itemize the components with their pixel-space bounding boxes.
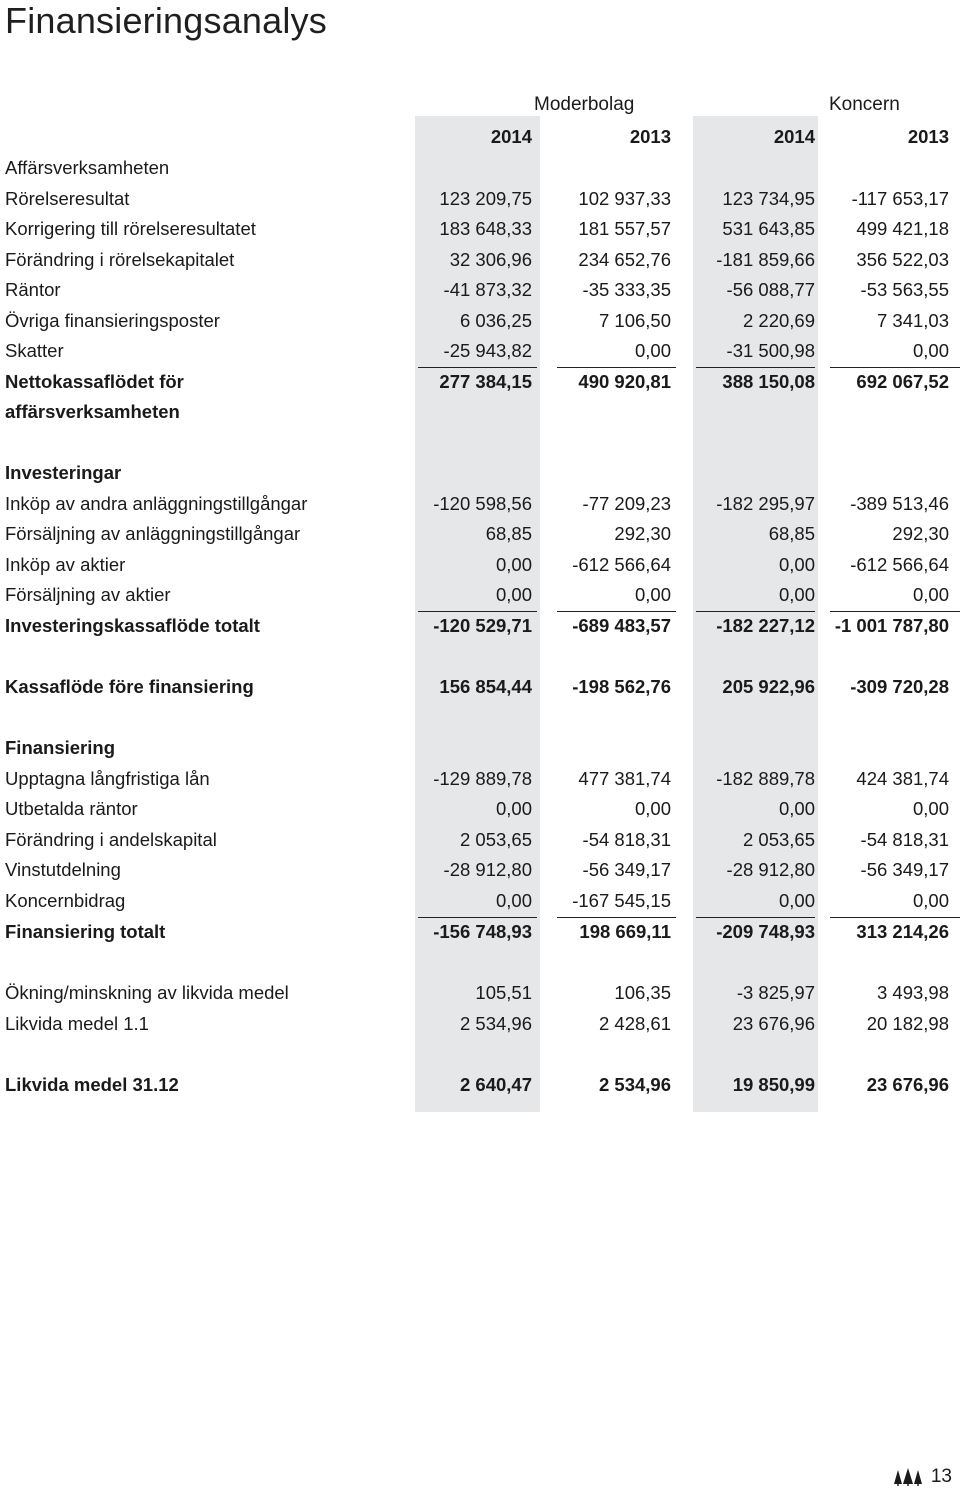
cell-value: 0,00 <box>778 890 815 911</box>
cell-value: 531 643,85 <box>722 218 815 239</box>
cell-value: -182 295,97 <box>716 493 815 514</box>
row-label: Inköp av aktier <box>5 554 126 575</box>
page-title: Finansieringsanalys <box>5 0 327 41</box>
cell-value: 2 428,61 <box>598 1013 671 1034</box>
cell-value: 123 209,75 <box>439 188 532 209</box>
cell-value: -25 943,82 <box>443 340 532 361</box>
cell-value: 0,00 <box>634 584 671 605</box>
cell-value: 0,00 <box>495 554 532 575</box>
table-row <box>0 275 960 305</box>
cell-value: -612 566,64 <box>850 554 949 575</box>
row-label: Kassaflöde före finansiering <box>5 676 254 697</box>
cell-value: 356 522,03 <box>856 249 949 270</box>
cell-value: -612 566,64 <box>572 554 671 575</box>
year-header: 2013 <box>629 126 671 147</box>
total-row <box>0 1070 960 1100</box>
total-row <box>0 611 960 641</box>
cell-value: -181 859,66 <box>716 249 815 270</box>
cell-value: -35 333,35 <box>582 279 671 300</box>
row-label: Investeringskassaflöde totalt <box>5 615 260 636</box>
page-footer <box>893 1465 952 1489</box>
cell-value: 490 920,81 <box>578 371 671 392</box>
cell-value: 477 381,74 <box>578 768 671 789</box>
table-row <box>0 550 960 580</box>
row-label: Affärsverksamheten <box>5 157 170 178</box>
total-row-continuation <box>0 397 960 427</box>
cell-value: 424 381,74 <box>856 768 949 789</box>
row-label: Nettokassaflödet för <box>5 371 184 392</box>
table-row <box>0 825 960 855</box>
cell-value: -54 818,31 <box>582 829 671 850</box>
cell-value: 183 648,33 <box>439 218 532 239</box>
cell-value: 7 106,50 <box>598 310 671 331</box>
cell-value: -56 349,17 <box>582 859 671 880</box>
section-heading-affarsverksamheten <box>0 153 960 183</box>
row-label: Utbetalda räntor <box>5 798 138 819</box>
cell-value: 32 306,96 <box>449 249 532 270</box>
cell-value: 23 676,96 <box>732 1013 815 1034</box>
cell-value: -3 825,97 <box>736 982 815 1003</box>
cell-value: -129 889,78 <box>433 768 532 789</box>
section-heading-finansiering <box>0 733 960 763</box>
cell-value: 313 214,26 <box>856 921 949 942</box>
cell-value: 181 557,57 <box>578 218 671 239</box>
year-header: 2014 <box>773 126 815 147</box>
row-label: Förändring i andelskapital <box>5 829 217 850</box>
row-label: Förändring i rörelsekapitalet <box>5 249 235 270</box>
row-label: Likvida medel 1.1 <box>5 1013 149 1034</box>
cell-value: -309 720,28 <box>850 676 949 697</box>
table-row <box>0 306 960 336</box>
row-label: Finansiering <box>5 737 115 758</box>
cell-value: -1 001 787,80 <box>834 615 949 636</box>
cell-value: 156 854,44 <box>439 676 532 697</box>
row-label: Koncernbidrag <box>5 890 126 911</box>
cell-value: 0,00 <box>634 340 671 361</box>
total-row <box>0 672 960 702</box>
cell-value: 0,00 <box>912 798 949 819</box>
table-row <box>0 1009 960 1039</box>
cell-value: -56 088,77 <box>726 279 815 300</box>
group-header-koncern: Koncern <box>829 94 900 115</box>
cell-value: 2 640,47 <box>459 1074 532 1095</box>
cell-value: -77 209,23 <box>582 493 671 514</box>
cell-value: 0,00 <box>495 890 532 911</box>
table-row <box>0 184 960 214</box>
cell-value: -120 529,71 <box>433 615 532 636</box>
table-row <box>0 519 960 549</box>
row-label: Ökning/minskning av likvida medel <box>5 982 289 1003</box>
cell-value: 0,00 <box>778 584 815 605</box>
cell-value: 234 652,76 <box>578 249 671 270</box>
cell-value: 388 150,08 <box>722 371 815 392</box>
cell-value: 102 937,33 <box>578 188 671 209</box>
cell-value: -54 818,31 <box>860 829 949 850</box>
row-label: Räntor <box>5 279 61 300</box>
row-label: Rörelseresultat <box>5 188 130 209</box>
cell-value: 292,30 <box>614 523 671 544</box>
cell-value: 68,85 <box>485 523 532 544</box>
cell-value: -120 598,56 <box>433 493 532 514</box>
page-number: 13 <box>930 1466 952 1487</box>
table-row <box>0 489 960 519</box>
cell-value: 20 182,98 <box>866 1013 949 1034</box>
cell-value: -156 748,93 <box>433 921 532 942</box>
total-row <box>0 367 960 397</box>
table-row <box>0 886 960 916</box>
table-row <box>0 245 960 275</box>
cell-value: -198 562,76 <box>572 676 671 697</box>
table-row <box>0 214 960 244</box>
row-label: Investeringar <box>5 462 122 483</box>
cell-value: 0,00 <box>634 798 671 819</box>
row-label: affärsverksamheten <box>5 401 180 422</box>
cell-value: 692 067,52 <box>856 371 949 392</box>
cell-value: -182 227,12 <box>716 615 815 636</box>
row-label: Vinstutdelning <box>5 859 121 880</box>
cell-value: -182 889,78 <box>716 768 815 789</box>
table-row <box>0 580 960 610</box>
row-label: Försäljning av aktier <box>5 584 171 605</box>
row-label: Inköp av andra anläggningstillgångar <box>5 493 308 514</box>
cell-value: 0,00 <box>778 798 815 819</box>
year-header: 2013 <box>907 126 949 147</box>
year-header: 2014 <box>490 126 532 147</box>
cell-value: 198 669,11 <box>579 921 671 942</box>
cell-value: 19 850,99 <box>732 1074 815 1095</box>
cell-value: 105,51 <box>475 982 532 1003</box>
cell-value: 123 734,95 <box>722 188 815 209</box>
cell-value: -56 349,17 <box>860 859 949 880</box>
cell-value: 6 036,25 <box>459 310 532 331</box>
cell-value: -28 912,80 <box>443 859 532 880</box>
cell-value: -53 563,55 <box>860 279 949 300</box>
table-row <box>0 336 960 366</box>
cell-value: -41 873,32 <box>443 279 532 300</box>
row-label: Korrigering till rörelseresultatet <box>5 218 256 239</box>
section-heading-investeringar <box>0 458 960 488</box>
cell-value: 0,00 <box>778 554 815 575</box>
cell-value: -209 748,93 <box>716 921 815 942</box>
three-trees-icon <box>893 1468 923 1486</box>
cell-value: 106,35 <box>614 982 671 1003</box>
cell-value: -389 513,46 <box>850 493 949 514</box>
cell-value: -117 653,17 <box>851 188 949 209</box>
row-label: Försäljning av anläggningstillgångar <box>5 523 301 544</box>
table-row <box>0 855 960 885</box>
table-row <box>0 764 960 794</box>
row-label: Likvida medel 31.12 <box>5 1074 179 1095</box>
cell-value: 7 341,03 <box>876 310 949 331</box>
cell-value: 3 493,98 <box>876 982 949 1003</box>
cell-value: 0,00 <box>495 798 532 819</box>
row-label: Övriga finansieringsposter <box>5 310 220 331</box>
cell-value: -167 545,15 <box>572 890 671 911</box>
cell-value: 2 053,65 <box>742 829 815 850</box>
group-header-moderbolag: Moderbolag <box>534 94 635 115</box>
cell-value: 0,00 <box>495 584 532 605</box>
total-row <box>0 917 960 947</box>
year-header-row <box>0 124 960 150</box>
cell-value: 205 922,96 <box>722 676 815 697</box>
cell-value: 23 676,96 <box>866 1074 949 1095</box>
cell-value: 2 053,65 <box>459 829 532 850</box>
cell-value: 292,30 <box>892 523 949 544</box>
row-label: Upptagna långfristiga lån <box>5 768 210 789</box>
table-row <box>0 978 960 1008</box>
table-row <box>0 794 960 824</box>
cell-value: -31 500,98 <box>726 340 815 361</box>
cell-value: 2 534,96 <box>459 1013 532 1034</box>
cell-value: 0,00 <box>912 890 949 911</box>
row-label: Finansiering totalt <box>5 921 166 942</box>
cell-value: 2 534,96 <box>598 1074 671 1095</box>
cell-value: 499 421,18 <box>856 218 949 239</box>
cell-value: 277 384,15 <box>439 371 532 392</box>
cell-value: 0,00 <box>912 584 949 605</box>
cell-value: -28 912,80 <box>726 859 815 880</box>
row-label: Skatter <box>5 340 64 361</box>
cell-value: 68,85 <box>768 523 815 544</box>
cell-value: 0,00 <box>912 340 949 361</box>
cell-value: 2 220,69 <box>742 310 815 331</box>
cell-value: -689 483,57 <box>572 615 671 636</box>
